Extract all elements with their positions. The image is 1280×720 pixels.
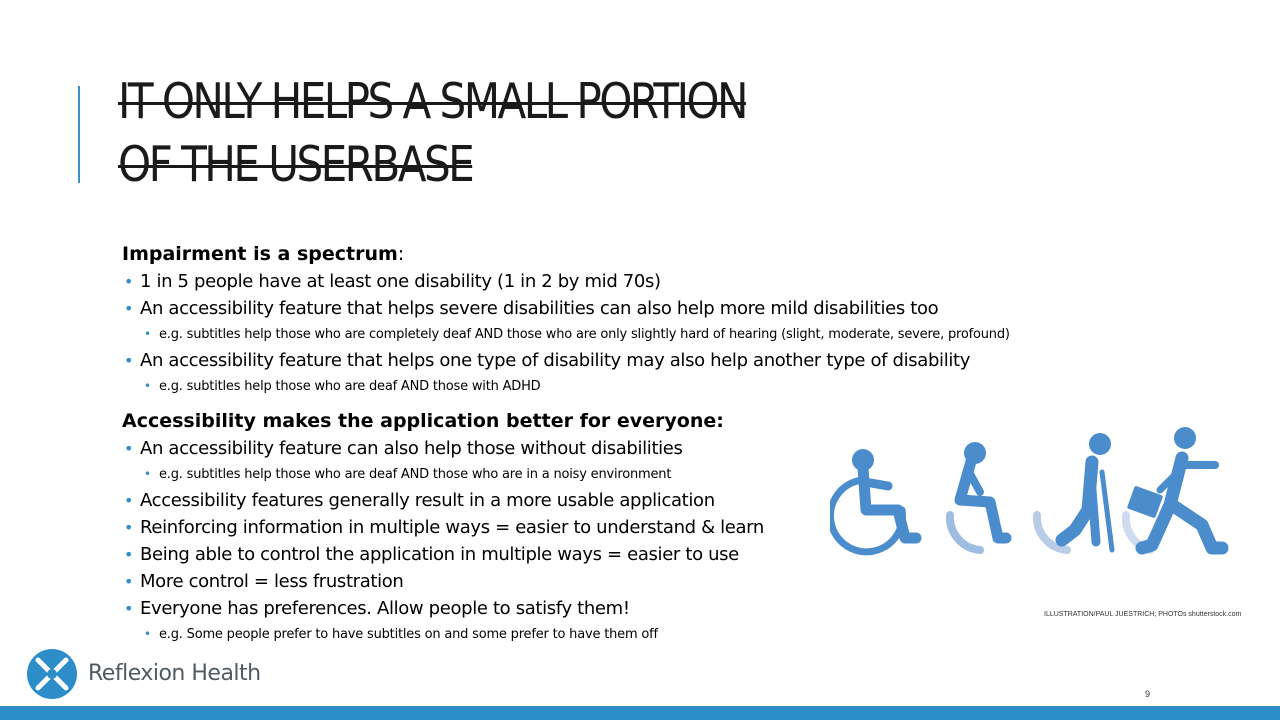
sub-bullet: • e.g. Some people prefer to have subtitles on and some prefer to have them off — [122, 622, 1122, 647]
heading-colon: : — [397, 243, 405, 265]
heading-text: Impairment is a spectrum — [122, 243, 398, 265]
footer-bar — [0, 706, 1280, 720]
section-heading-spectrum — [122, 240, 1122, 268]
bullet: • An accessibility feature that helps severe disabilities can also help more mild disabilities too — [122, 295, 1122, 322]
disability-evolution-illustration-icon — [830, 420, 1230, 560]
bullet: • Being able to control the application in multiple ways = easier to use — [122, 541, 1122, 568]
page-number: 9 — [1145, 689, 1151, 699]
brand-name: Reflexion Health — [88, 661, 261, 686]
illustration-credit: ILLUSTRATION/PAUL JUESTRICH; PHOTOs shutterstock.com — [1044, 611, 1242, 618]
bullet: • Accessibility features generally result in a more usable application — [122, 487, 1122, 514]
sub-bullet: • e.g. subtitles help those who are deaf AND those who are in a noisy environment — [122, 462, 1122, 487]
bullet: • 1 in 5 people have at least one disability (1 in 2 by mid 70s) — [122, 268, 1122, 295]
sub-bullet: • e.g. subtitles help those who are completely deaf AND those who are only slightly hard of hearing (slight, moderate, severe, profound) — [122, 322, 1122, 347]
section-heading-everyone: Accessibility makes the application better for everyone: — [122, 410, 724, 432]
bullet: • Reinforcing information in multiple ways = easier to understand & learn — [122, 514, 1122, 541]
sub-bullet: • e.g. subtitles help those who are deaf AND those with ADHD — [122, 374, 1122, 399]
title-accent-bar — [78, 86, 80, 183]
slide-title: IT ONLY HELPS A SMALL PORTION OF THE USERBASE — [118, 73, 746, 193]
bullet: • Everyone has preferences. Allow people to satisfy them! — [122, 595, 1122, 622]
reflexion-health-logo-icon — [26, 648, 78, 700]
bullet: • An accessibility feature that helps one type of disability may also help another type of disability — [122, 347, 1122, 374]
bullet: • More control = less frustration — [122, 568, 1122, 595]
bullet: • An accessibility feature can also help those without disabilities — [122, 435, 1122, 462]
